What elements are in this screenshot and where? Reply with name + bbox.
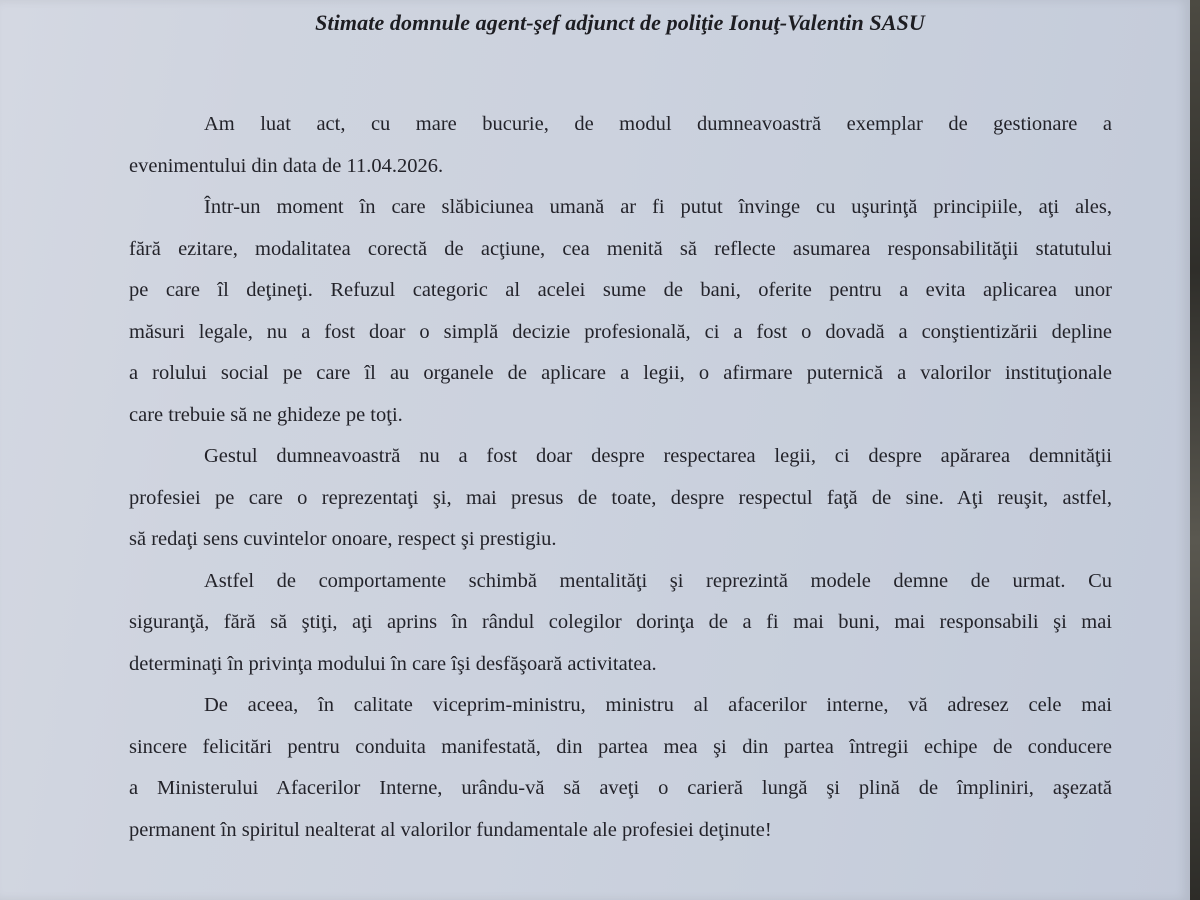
paragraph-line: profesiei pe care o reprezentaţi şi, mai presus de toate, despre respectul faţă de sine. Aţi reuşit, astfel, [129, 486, 1112, 509]
paragraph-1 [129, 104, 1112, 187]
paragraph-line: siguranţă, fără să ştiţi, aţi aprins în rândul colegilor dorinţa de a fi mai buni, mai responsabili şi mai [129, 611, 1112, 633]
paragraph-line: Gestul dumneavoastră nu a fost doar despre respectarea legii, ci despre apărarea demnităţii [204, 445, 1112, 467]
paragraph-4 [129, 561, 1112, 686]
paragraph-line: a Ministerului Afacerilor Interne, urându-vă să aveţi o carieră lungă şi plină de împliniri, aşezată [129, 777, 1112, 799]
paragraph-line: determinaţi în privinţa modului în care îşi desfăşoară activitatea. [129, 652, 657, 675]
paragraph-line: Astfel de comportamente schimbă mentalităţi şi reprezintă modele demne de urmat. Cu [204, 569, 1112, 592]
paragraph-line: De aceea, în calitate viceprim-ministru, ministru al afacerilor interne, vă adresez cele mai [204, 694, 1112, 716]
paragraph-5 [129, 685, 1112, 851]
paragraph-line: a rolului social pe care îl au organele de aplicare a legii, o afirmare puternică a valorilor instituţionale [129, 362, 1112, 384]
paragraph-line: Într-un moment în care slăbiciunea umană ar fi putut învinge cu uşurinţă principiile, aţi ales, [204, 196, 1112, 218]
paragraph-3 [129, 436, 1112, 561]
paragraph-line: pe care îl deţineţi. Refuzul categoric al acelei sume de bani, oferite pentru a evita aplicarea unor [129, 279, 1112, 301]
background-edge [1190, 0, 1200, 900]
paragraph-line: să redaţi sens cuvintelor onoare, respect şi prestigiu. [129, 528, 557, 550]
paragraph-line: evenimentului din data de 11.04.2026. [129, 154, 444, 177]
paragraph-line: permanent în spiritul nealterat al valorilor fundamentale ale profesiei deţinute! [129, 818, 772, 841]
paragraph-line: Am luat act, cu mare bucurie, de modul dumneavoastră exemplar de gestionare a [204, 113, 1112, 135]
paragraph-line: măsuri legale, nu a fost doar o simplă decizie profesională, ci a fost o dovadă a conştientizării depline [129, 320, 1112, 343]
paragraph-line: fără ezitare, modalitatea corectă de acţiune, cea menită să reflecte asumarea responsabilităţii statutului [129, 237, 1112, 260]
letter-salutation: Stimate domnule agent-şef adjunct de poliţie Ionuţ-Valentin SASU [315, 10, 925, 35]
paragraph-line: sincere felicitări pentru conduita manifestată, din partea mea şi din partea întregii echipe de conducere [129, 735, 1112, 758]
paragraph-line: care trebuie să ne ghideze pe toţi. [129, 403, 403, 426]
letter-body [129, 104, 1112, 851]
paragraph-2 [129, 187, 1112, 436]
